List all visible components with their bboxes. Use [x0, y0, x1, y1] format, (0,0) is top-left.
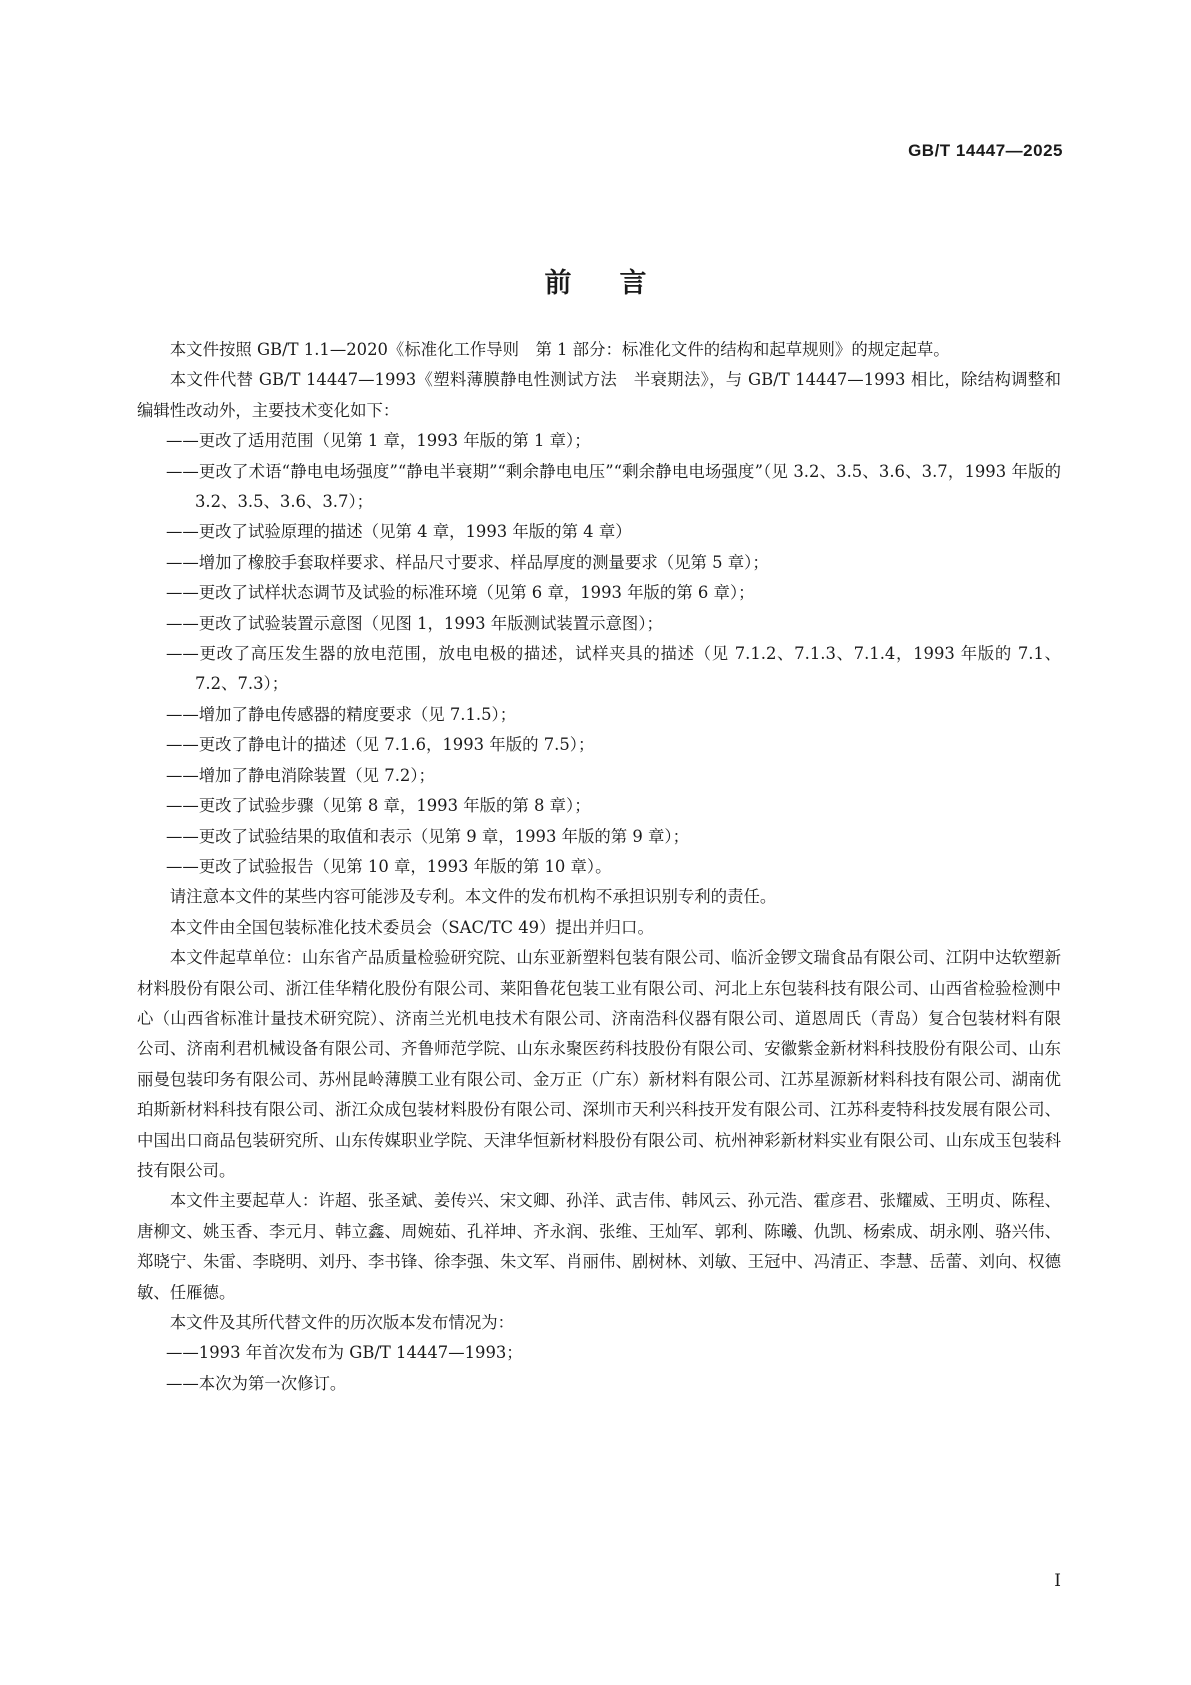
change-list-item: ——更改了试验装置示意图（见图 1，1993 年版测试装置示意图）； [166, 613, 663, 633]
change-list-item: ——更改了静电计的描述（见 7.1.6，1993 年版的 7.5）； [166, 735, 595, 755]
change-list-item: ——更改了试验原理的描述（见第 4 章，1993 年版的第 4 章） [166, 522, 632, 542]
change-list-item: ——更改了适用范围（见第 1 章，1993 年版的第 1 章）； [166, 431, 591, 451]
change-list-item: ——更改了试验报告（见第 10 章，1993 年版的第 10 章）。 [166, 856, 612, 876]
change-list-item: ——更改了试验结果的取值和表示（见第 9 章，1993 年版的第 9 章）； [166, 826, 689, 846]
change-list-item: ——更改了试样状态调节及试验的标准环境（见第 6 章，1993 年版的第 6 章）； [166, 583, 755, 603]
body-paragraph: 本文件代替 GB/T 14447—1993《塑料薄膜静电性测试方法 半衰期法》，与 GB/T 14447—1993 相比，除结构调整和编辑性改动外，主要技术变化如下： [137, 370, 1061, 420]
change-list-item: ——本次为第一次修订。 [166, 1373, 347, 1393]
change-list-item: ——增加了橡胶手套取样要求、样品尺寸要求、样品厚度的测量要求（见第 5 章）； [166, 552, 769, 572]
body-paragraph: 本文件起草单位：山东省产品质量检验研究院、山东亚新塑料包装有限公司、临沂金锣文瑞食品有限公司、江阴中达软塑新材料股份有限公司、浙江佳华精化股份有限公司、莱阳鲁花包装工业有限公司、河北上东包装科技有限公司、山西省检验检测中心（山西省标准计量技术研究院）、济南兰光机电技术有限公司、济南浩科仪器有限公司、道恩周氏（青岛）复合包装材料有限公司、济南利君机械设备有限公司、齐鲁师范学院、山东永聚医药科技股份有限公司、安徽紫金新材料科技股份有限公司、山东丽曼包装印务有限公司、苏州昆岭薄膜工业有限公司、金万正（广东）新材料有限公司、江苏星源新材料科技有限公司、湖南优珀斯新材料科技有限公司、浙江众成包装材料股份有限公司、深圳市天利兴科技开发有限公司、江苏科麦特科技发展有限公司、中国出口商品包装研究所、山东传媒职业学院、天津华恒新材料股份有限公司、杭州神彩新材料实业有限公司、山东成玉包装科技有限公司。 [137, 948, 1061, 1180]
document-code: GB/T 14447—2025 [908, 141, 1063, 160]
body-paragraph: 本文件由全国包装标准化技术委员会（SAC/TC 49）提出并归口。 [169, 917, 654, 937]
change-list-item: ——更改了术语“静电电场强度”“静电半衰期”“剩余静电电压”“剩余静电电场强度”（见 3.2、3.5、3.6、3.7，1993 年版的 3.2、3.5、3.6、3.7）； [166, 461, 1061, 512]
page-title: 前言 [544, 268, 695, 300]
change-list-item: ——更改了高压发生器的放电范围，放电电极的描述，试样夹具的描述（见 7.1.2、7.1.3、7.1.4，1993 年版的 7.1、7.2、7.3）； [166, 644, 1061, 694]
foreword-body [137, 335, 1061, 1399]
body-paragraph: 本文件按照 GB/T 1.1—2020《标准化工作导则 第 1 部分：标准化文件的结构和起草规则》的规定起草。 [169, 340, 950, 359]
body-paragraph: 本文件主要起草人：许超、张圣斌、姜传兴、宋文卿、孙洋、武吉伟、韩风云、孙元浩、霍彦君、张耀威、王明贞、陈程、唐柳文、姚玉香、李元月、韩立鑫、周婉茹、孔祥坤、齐永润、张维、王灿军、郭利、陈曦、仇凯、杨索成、胡永刚、骆兴伟、郑晓宁、朱雷、李晓明、刘丹、李书锋、徐李强、朱文军、肖丽伟、剧树林、刘敏、王冠中、冯清正、李慧、岳蕾、刘向、权德敏、任雁德。 [137, 1191, 1061, 1302]
change-list-item: ——增加了静电传感器的精度要求（见 7.1.5）； [166, 704, 517, 724]
page-number: I [1054, 1571, 1061, 1591]
change-list-item: ——1993 年首次发布为 GB/T 14447—1993； [166, 1343, 523, 1363]
change-list-item: ——更改了试验步骤（见第 8 章，1993 年版的第 8 章）； [166, 796, 591, 816]
body-paragraph: 请注意本文件的某些内容可能涉及专利。本文件的发布机构不承担识别专利的责任。 [169, 887, 777, 907]
change-list-item: ——增加了静电消除装置（见 7.2）； [166, 765, 435, 785]
body-paragraph: 本文件及其所代替文件的历次版本发布情况为： [169, 1313, 514, 1332]
